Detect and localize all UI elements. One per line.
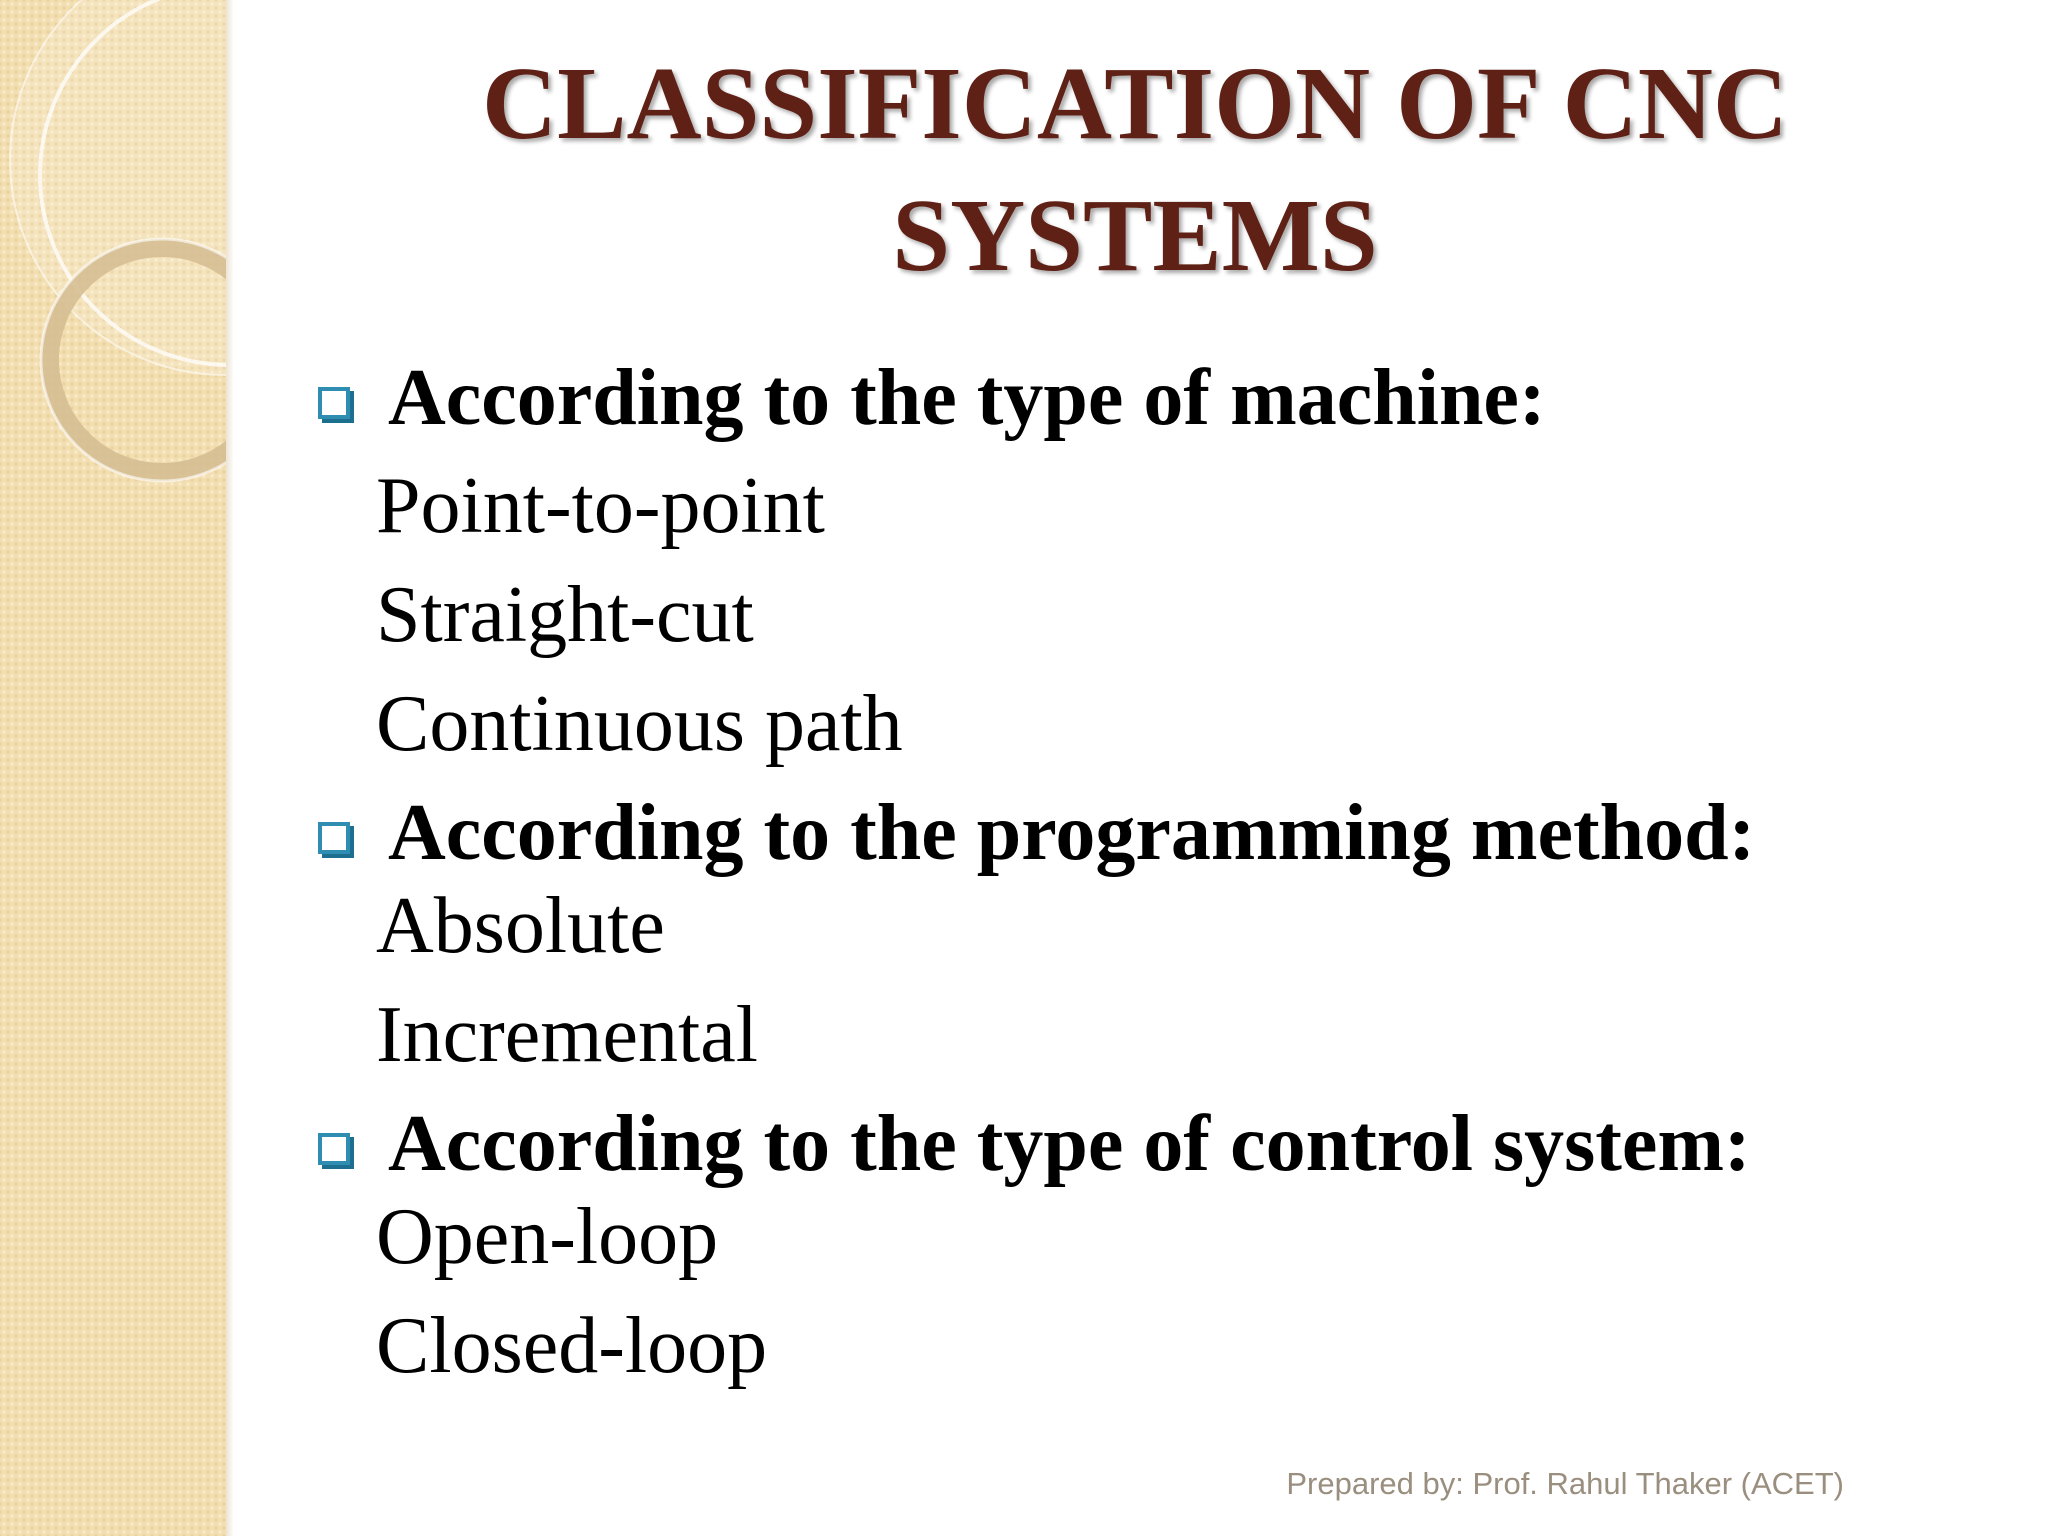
list-item-point-to-point: Point-to-point	[376, 462, 825, 550]
section-heading-machine-type	[318, 348, 1546, 448]
list-item-continuous-path: Continuous path	[376, 680, 903, 768]
section-heading-text: According to the type of control system:	[388, 1100, 1751, 1188]
section-heading-text: According to the programming method:	[388, 789, 1756, 877]
list-item-absolute: Absolute	[376, 882, 665, 970]
list-item-closed-loop: Closed-loop	[376, 1302, 768, 1390]
section-heading-control-system	[318, 1094, 1751, 1194]
section-heading-programming-method	[318, 783, 1755, 883]
section-heading-text: According to the type of machine:	[388, 354, 1546, 442]
list-item-open-loop: Open-loop	[376, 1193, 719, 1281]
checkbox-square-icon	[318, 1133, 350, 1165]
slide-title-line-2: SYSTEMS	[892, 178, 1378, 293]
list-item-incremental: Incremental	[376, 991, 758, 1079]
slide-title-line-1: CLASSIFICATION OF CNC	[482, 46, 1788, 161]
checkbox-square-icon	[318, 822, 350, 854]
list-item-straight-cut: Straight-cut	[376, 571, 754, 659]
checkbox-square-icon	[318, 387, 350, 419]
footer-credit: Prepared by: Prof. Rahul Thaker (ACET)	[1286, 1466, 1844, 1501]
